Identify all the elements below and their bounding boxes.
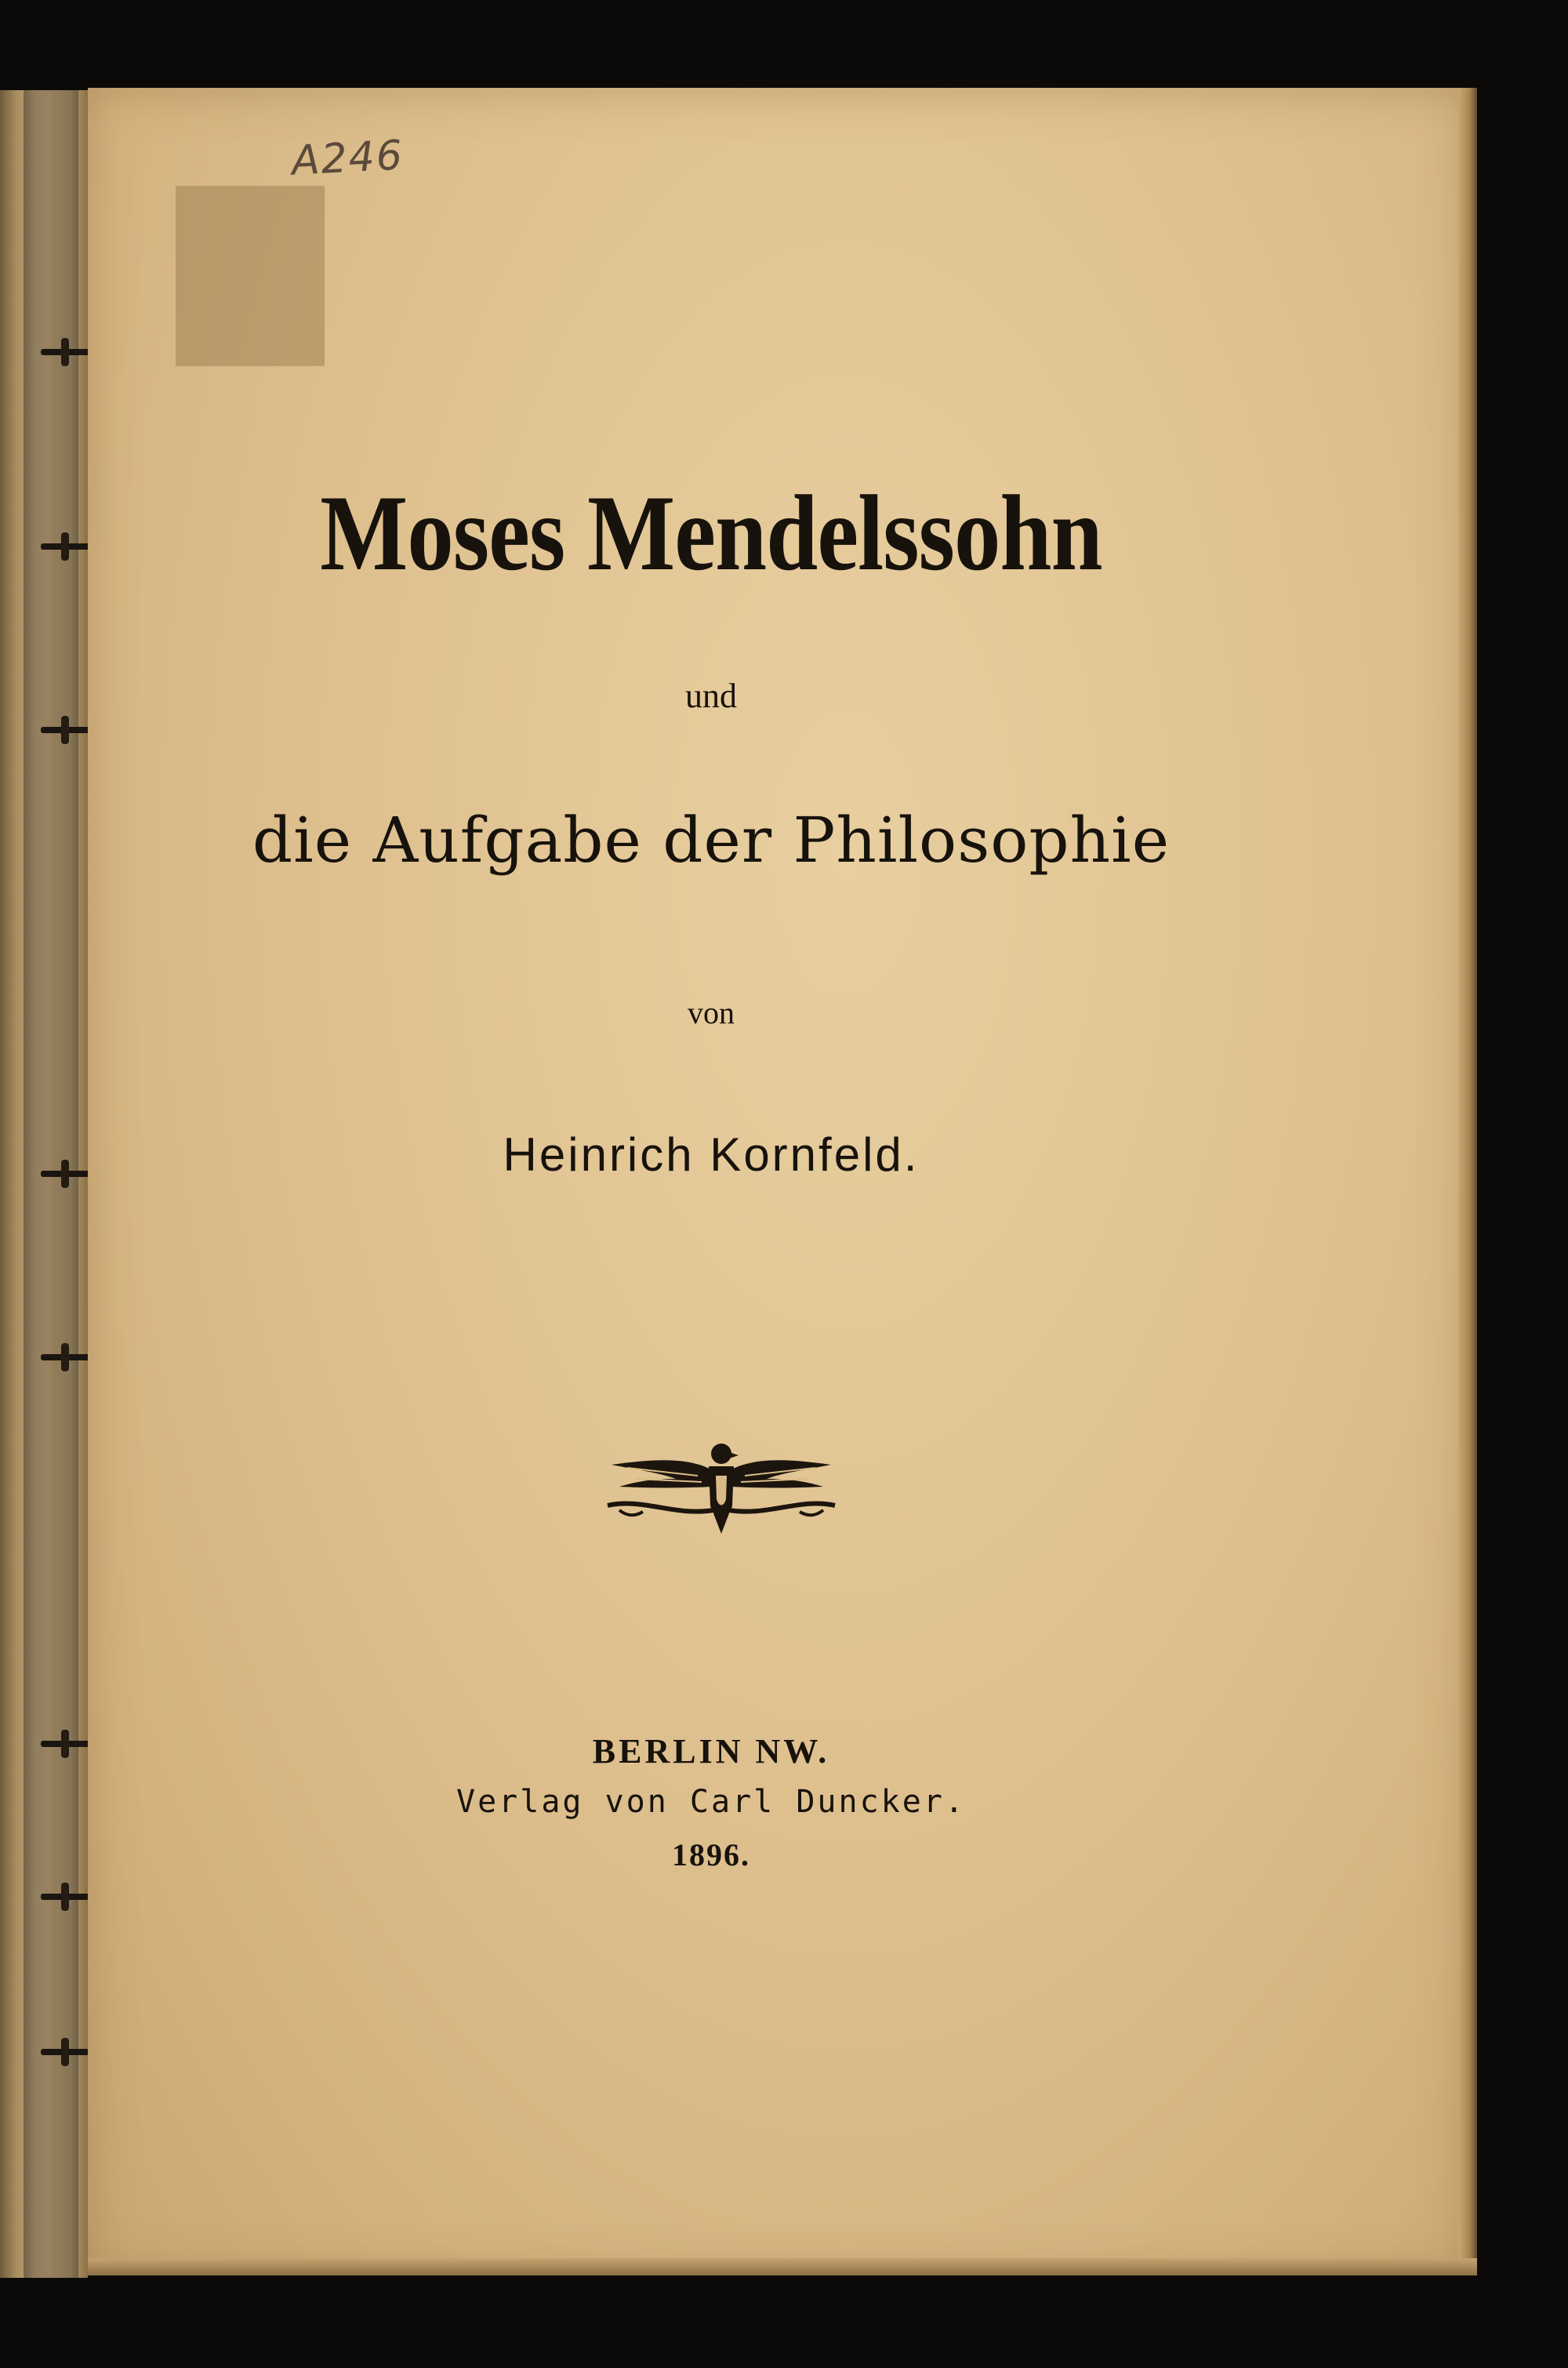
publication-city: BERLIN NW. xyxy=(592,1732,830,1771)
eagle-emblem-icon xyxy=(604,1435,839,1537)
publisher-name: Verlag von Carl Duncker. xyxy=(456,1784,966,1820)
paper-stain xyxy=(176,186,325,366)
shelf-mark: A246 xyxy=(290,132,405,185)
book-spine xyxy=(0,90,88,2278)
book-subtitle: die Aufgabe der Philosophie xyxy=(252,804,1171,877)
spine-tape xyxy=(24,90,78,2278)
conjunction-text: und xyxy=(685,677,737,715)
page-edge xyxy=(88,2258,1477,2275)
author-name: Heinrich Kornfeld. xyxy=(503,1128,920,1181)
title-page xyxy=(88,88,1468,2275)
by-text: von xyxy=(688,995,735,1030)
page-edge xyxy=(1458,88,1477,2275)
publication-year: 1896. xyxy=(672,1837,750,1872)
book-title: Moses Mendelssohn xyxy=(320,473,1102,593)
